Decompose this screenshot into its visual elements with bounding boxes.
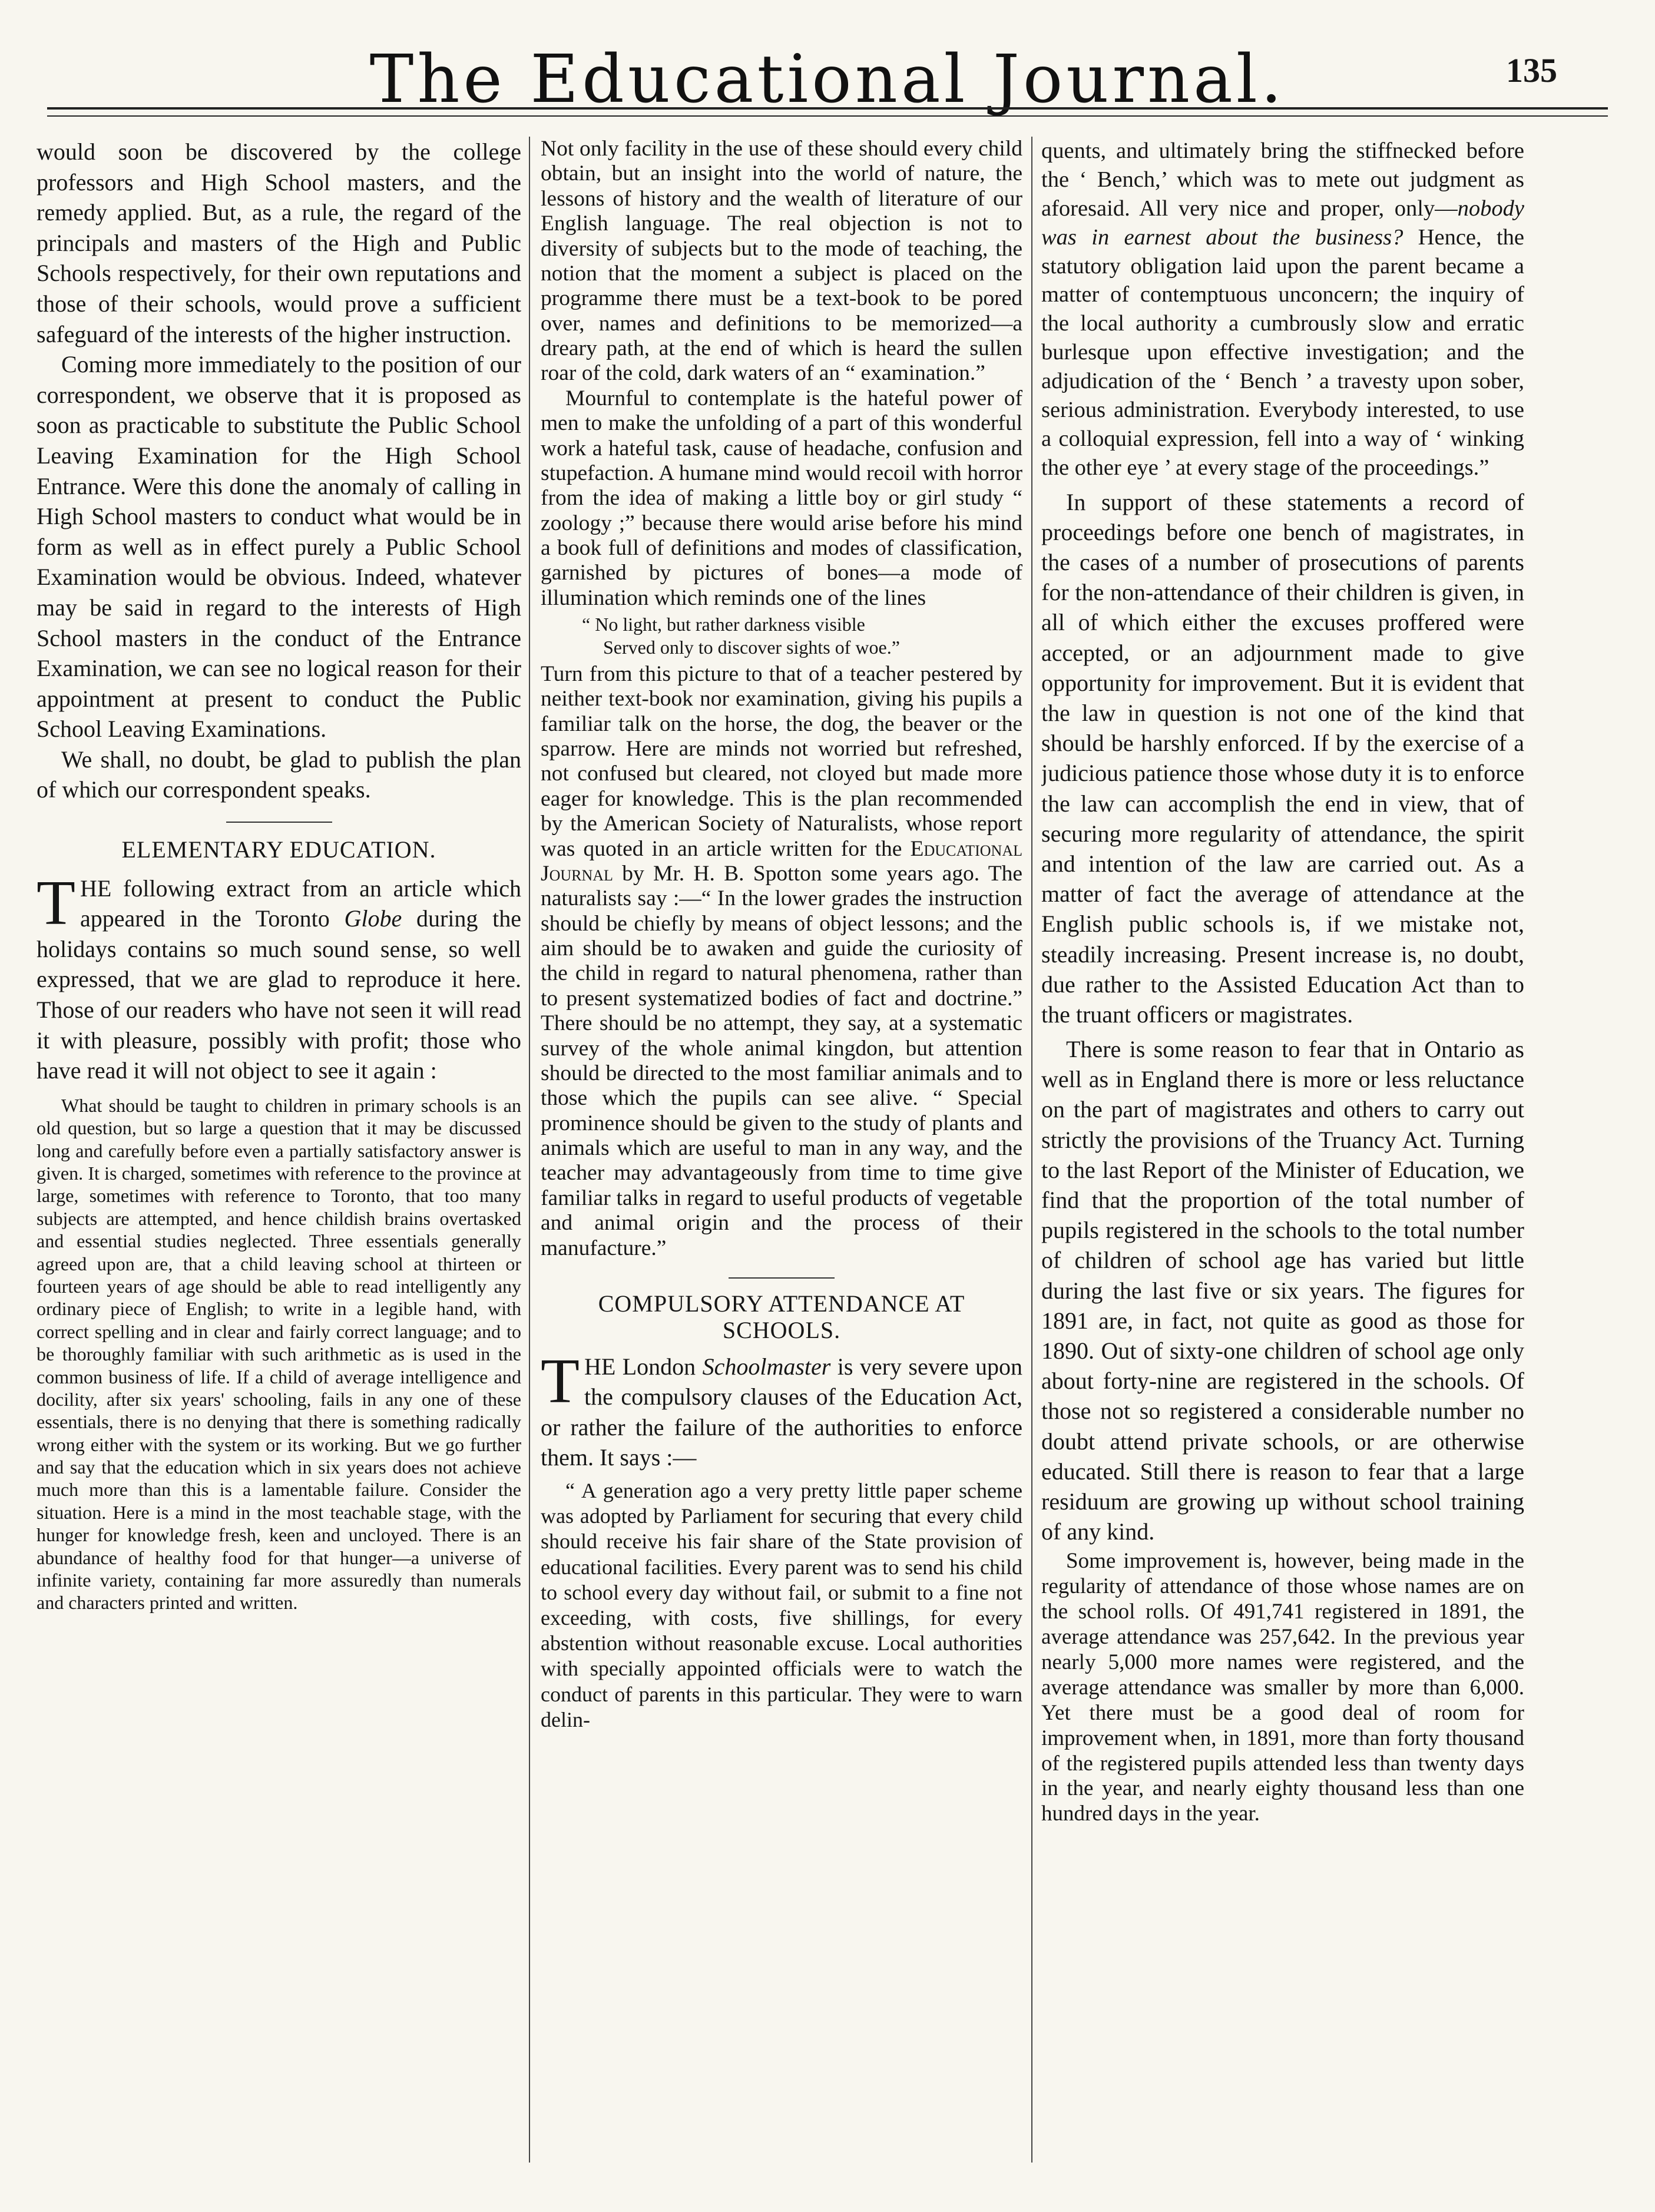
column-middle (541, 137, 1022, 2186)
journal-name: Educational Journal (541, 836, 1022, 886)
section-divider (226, 822, 332, 823)
paragraph-turn (541, 662, 1022, 1261)
journal-title: The Educational Journal. (369, 41, 1286, 118)
column-right (1041, 137, 1524, 2186)
verse-quote (541, 613, 1022, 658)
paragraph-not-only: Not only facility in the use of these should every child obtain, but an insight into the world of nature, the lessons of history and the wealth of literature of our English language. The real objection is not to diversity of subjects but to the mode of teaching, the notion that the moment a subject is placed on the programme there must be a text-book to be pored over, names and definitions to be memorized—a dreary path, at the end of which is heard the sullen roar of the cold, dark waters of an “ examination.” (541, 137, 1022, 386)
quents-emphasis: nobody was in earnest about the business? (1041, 196, 1524, 250)
heading-elementary-education: ELEMENTARY EDUCATION. (121, 836, 436, 863)
paragraph-support: In support of these statements a record of proceedings before one bench of magistrates, in the cases of a number of prosecutions of parents for the non-attendance of their children is given, in all of which either the excuses proffered were accepted, or an adjournment made to give opportunity for improvement. But it is evident that the law in question is not one of the kind that should be harshly enforced. If by the exercise of a judicious patience those whose duty it is to enforce the law can accomplish the end in view, that of securing more regularity of attendance, the spirit and intention of the law are carried out. As a matter of fact the average of attendance at the English public schools is, if we mistake not, steadily increasing. Present increase is, no doubt, due rather to the Assisted Education Act than to the truant officers or magistrates. (1041, 488, 1524, 1028)
article-lead (37, 867, 521, 1086)
page-number: 135 (1506, 51, 1557, 90)
drop-cap: T (37, 867, 75, 938)
turn-text-a: Turn from this picture to that of a teacher pestered by neither text-book nor examination, giving his pupils a familiar talk on the horse, the dog, the beaver or the sparrow. Here are minds not worried but refreshed, not confused but cleared, not cloyed but made more eager for knowledge. This is the plan recommended by the American Society of Naturalists, whose report was quoted in an article written for the (541, 661, 1022, 861)
heading-compulsory-attendance (541, 1290, 1022, 1343)
paragraph-mournful: Mournful to contemplate is the hateful power of men to make the unfolding of a part of this wonderful work a hateful task, cause of headache, confusion and stupefaction. A humane mind would recoil with horror from the idea of making a little boy or girl study “ zoology ;” because there would arise before his mind a book full of definitions and modes of classification, garnished by pictures of bones—a mode of illumination which reminds one of the lines (541, 386, 1022, 610)
section-divider (729, 1277, 835, 1279)
paragraph-following (37, 867, 521, 1086)
schoolmaster-title: Schoolmaster (702, 1353, 831, 1380)
column-left (37, 137, 521, 2186)
verse-line-1: “ No light, but rather darkness visible (582, 614, 865, 635)
heading-line-1: COMPULSORY ATTENDANCE AT (598, 1290, 965, 1317)
paragraph-publish: We shall, no doubt, be glad to publish the plan of which our correspondent speaks. (37, 746, 521, 803)
following-text-a: HE following extract from an article which appeared in the Toronto (80, 875, 521, 932)
london-text-b: is very severe upon the compulsory clauses of the Education Act, or rather the failure of the authorities to enforce them. It says :— (541, 1353, 1022, 1471)
article-lead (541, 1346, 1022, 1472)
verse-line-2: Served only to discover sights of woe.” (603, 636, 900, 658)
paragraph-what-should-be-taught: What should be taught to children in primary schools is an old question, but so large a question that it may be discussed long and carefully before even a partially satisfactory answer is given. It is charged, sometimes with reference to the province at large, sometimes with reference to Toronto, that too many subjects are attempted, and hence childish brains overtasked and essential studies neglected. Three essentials generally agreed upon are, that a child leaving school at thirteen or fourteen years of age should be able to read intelligently any ordinary piece of English; to write in a legible hand, with correct spelling and in clear and fairly correct language; and to be thoroughly familiar with such arithmetic as is used in the common business of life. If a child of average intelligence and docility, after six years' schooling, fails in any one of these essentials, there is no denying that there is something radically wrong either with the system or its working. But we go further and say that the education which in six years does not achieve much more than this is a lamentable failure. Consider the situation. Here is a mind in the most teachable stage, with the hunger for knowledge fresh, keen and uncloyed. There is an abundance of healthy food for that hunger—a universe of infinite variety, containing far more assuredly than numerals and characters printed and written. (37, 1094, 521, 1614)
turn-text-b: by Mr. H. B. Spotton some years ago. The naturalists say :—“ In the lower grades the instruction should be chiefly by means of object lessons; and the aim should be to awaken and guide the curiosity of the child in regard to natural phenomena, rather than to present systematized bodies of fact and doctrine.” There should be no attempt, they say, at a systematic survey of the whole animal kingdon, but attention should be directed to the most familiar animals and to those which the pupils can see alive. “ Special prominence should be given to the study of plants and animals which are useful to man in any way, and the teacher may advantageously from time to time give familiar talks in regard to useful products of vegetable and animal origin and the process of their manufacture.” (541, 861, 1022, 1260)
paragraph-quents (1041, 137, 1524, 482)
paragraph-improvement: Some improvement is, however, being made in the regularity of attendance of those whose names are on the school rolls. Of 491,741 registered in 1891, the average attendance was 257,642. In the previous year nearly 5,000 more names were registered, and the average attendance was smaller by more than 6,000. Yet there must be a good deal of room for improvement when, in 1891, more than forty thousand of the registered pupils attended less than twenty days in the year, and nearly eighty thousand less than one hundred days in the year. (1041, 1549, 1524, 1826)
paragraph-reason: There is some reason to fear that in Ontario as well as in England there is more or less reluctance on the part of magistrates and others to carry out strictly the provisions of the Truancy Act. Turning to the last Report of the Minister of Education, we find that the proportion of the total number of pupils registered in the schools to the total number of children of school age has varied but little during the last five or six years. The figures for 1891 are, in fact, not quite as good as those for 1890. Out of sixty-one children of school age only about forty-nine are registered in the schools. Of those not so registered a considerable number no doubt attend private schools, or are otherwise educated. Still there is reason to fear that a large residuum are growing up without school training of any kind. (1041, 1036, 1524, 1545)
following-text-b: during the holidays contains so much sound sense, so well expressed, that we are glad to reproduce it here. Those of our readers who have not seen it will read it with pleasure, possibly with profit; those who have read it will not object to see it again : (37, 905, 521, 1084)
heading-line-2: SCHOOLS. (722, 1317, 841, 1344)
london-text-a: HE London (584, 1353, 703, 1380)
paragraph-intro-tail: would soon be discovered by the college professors and High School masters, and the remedy applied. But, as a rule, the regard of the principals and masters of the High and Public Schools respectively, for their own reputations and those of their schools, would prove a sufficient safeguard of the interests of the higher instruction. (37, 138, 521, 347)
quents-text-b: Hence, the statutory obligation laid upon the parent became a matter of contemptuous unconcern; the inquiry of the local authority a cumbrously slow and erratic burlesque upon effective investigation; and the adjudication of the ‘ Bench ’ a travesty upon sober, serious administration. Everybody interested, to use a colloquial expression, fell into a way of ‘ winking the other eye ’ at every stage of the proceedings.” (1041, 224, 1524, 480)
drop-cap: T (541, 1346, 580, 1417)
paragraph-generation: “ A generation ago a very pretty little paper scheme was adopted by Parliament for securing that every child should receive his fair share of the State provision of educational facilities. Every parent was to send his child to school every day without fail, or submit to a fine not exceeding, with costs, five shillings, for every abstention without reasonable excuse. Local authorities with specially appointed officials were to watch the conduct of parents in this particular. They were to warn delin- (541, 1479, 1022, 1731)
column-divider-1 (529, 137, 530, 2163)
header-rule-bottom (47, 115, 1608, 117)
header-rule-top (47, 107, 1608, 110)
globe-title: Globe (344, 905, 402, 932)
quents-text-a: quents, and ultimately bring the stiffnecked before the ‘ Bench,’ which was to mete out judgment as aforesaid. All very nice and proper, only— (1041, 138, 1524, 221)
column-divider-2 (1031, 137, 1032, 2163)
page-header (0, 0, 1655, 135)
paragraph-london (541, 1346, 1022, 1472)
paragraph-coming: Coming more immediately to the position of our correspondent, we observe that it is proposed as soon as practicable to substitute the Public School Leaving Examination for the High School Entrance. Were this done the anomaly of calling in High School masters to conduct what would be in form as well as in effect purely a Public School Examination would be obvious. Indeed, whatever may be said in regard to the interests of High School masters in the conduct of the Entrance Examination, we can see no logical reason for their appointment at present to conduct the Public School Leaving Examinations. (37, 351, 521, 743)
